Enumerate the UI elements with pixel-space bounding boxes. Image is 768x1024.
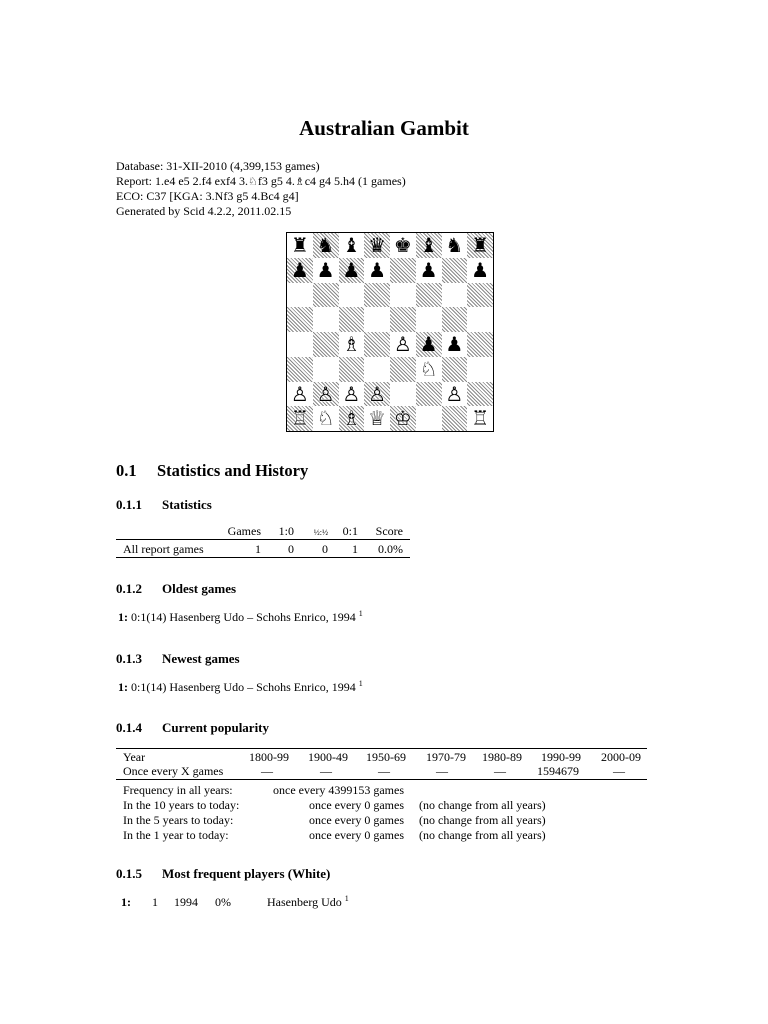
footnote-marker: 1 [358, 609, 363, 618]
subsection-title: Statistics [162, 497, 212, 512]
oldest-heading [116, 581, 236, 597]
once-cell: — [378, 764, 390, 778]
report-text-b: f3 g5 4. [257, 174, 295, 188]
subsection-number: 0.1.2 [116, 581, 142, 596]
white-rook-icon: ♖ [290, 406, 309, 431]
board-square [390, 307, 416, 332]
once-cell: 1594679 [537, 764, 579, 778]
popularity-heading [116, 720, 269, 736]
oldest-game [118, 610, 363, 625]
subsection-title: Current popularity [162, 720, 270, 735]
player-name: Hasenberg Udo $^1$ [267, 894, 349, 909]
freq-label: In the 5 years to today: [123, 813, 234, 827]
stat-score: 0.0% [378, 542, 403, 556]
board-square [416, 283, 442, 308]
board-square [364, 357, 390, 382]
stat-header-games: Games [227, 524, 261, 538]
report-text-a: Report: 1.e4 e5 2.f4 exf4 3. [116, 174, 248, 188]
section-heading [116, 461, 308, 481]
black-pawn-icon: ♟ [471, 257, 490, 282]
white-pawn-icon: ♙ [342, 381, 361, 406]
black-bishop-icon: ♝ [342, 233, 361, 257]
white-king-icon: ♔ [393, 406, 412, 431]
board-square [467, 283, 493, 308]
once-label: Once every X games [123, 764, 224, 778]
board-square [339, 357, 365, 382]
game-index: 1: [118, 610, 128, 624]
board-square [313, 283, 339, 308]
year-cell: 1980-89 [482, 750, 522, 764]
table-rule [116, 539, 410, 540]
white-bishop-icon: ♗ [342, 332, 361, 356]
freq-label: In the 1 year to today: [123, 828, 229, 842]
board-square [442, 406, 468, 431]
table-rule [116, 748, 647, 749]
board-square [390, 382, 416, 407]
once-cell: — [261, 764, 273, 778]
year-label: Year [123, 750, 146, 764]
board-square [467, 307, 493, 332]
report-text-c: c4 g4 5.h4 (1 games) [304, 174, 406, 188]
black-queen-icon: ♛ [368, 233, 387, 257]
white-pawn-icon: ♙ [445, 381, 464, 406]
freq-value: once every 0 games [309, 798, 404, 812]
board-square [313, 357, 339, 382]
report-line [116, 174, 406, 189]
year-cell: 1800-99 [249, 750, 289, 764]
game-index: 1: [118, 680, 128, 694]
black-king-icon: ♚ [393, 233, 412, 257]
bishop-icon: ♗ [294, 175, 305, 188]
black-pawn-icon: ♟ [419, 332, 438, 356]
board-square [442, 258, 468, 283]
board-square [364, 332, 390, 357]
board-square [390, 357, 416, 382]
freq-label: Frequency in all years: [123, 783, 233, 797]
players-heading [116, 866, 330, 882]
year-cell: 2000-09 [601, 750, 641, 764]
board-square [287, 357, 313, 382]
board-square [467, 382, 493, 407]
board-square [416, 406, 442, 431]
player-index: 1: [121, 895, 131, 909]
board-square [287, 283, 313, 308]
year-cell: 1900-49 [308, 750, 348, 764]
once-cell: — [436, 764, 448, 778]
section-number: 0.1 [116, 461, 137, 480]
black-pawn-icon: ♟ [342, 257, 361, 282]
player-count: 1 [152, 895, 158, 909]
freq-note: (no change from all years) [419, 798, 546, 812]
stat-header-black-win: 0:1 [342, 524, 358, 538]
white-rook-icon: ♖ [471, 406, 490, 431]
subsection-number: 0.1.1 [116, 497, 142, 512]
game-text: 0:1(14) Hasenberg Udo – Schohs Enrico, 1994 [131, 610, 356, 624]
board-square [339, 283, 365, 308]
knight-icon: ♘ [247, 175, 258, 188]
board-square [339, 307, 365, 332]
black-knight-icon: ♞ [316, 233, 335, 257]
board-square [364, 283, 390, 308]
table-rule [116, 779, 647, 780]
white-pawn-icon: ♙ [368, 381, 387, 406]
database-line: Database: 31-XII-2010 (4,399,153 games) [116, 159, 320, 173]
game-text: 0:1(14) Hasenberg Udo – Schohs Enrico, 1994 [131, 680, 356, 694]
subsection-number: 0.1.5 [116, 866, 142, 881]
board-square [313, 332, 339, 357]
newest-game [118, 680, 363, 695]
freq-value: once every 0 games [309, 813, 404, 827]
eco-line: ECO: C37 [KGA: 3.Nf3 g5 4.Bc4 g4] [116, 189, 299, 203]
black-rook-icon: ♜ [290, 233, 309, 257]
black-rook-icon: ♜ [471, 233, 490, 257]
footnote-marker: 1 [358, 679, 363, 688]
freq-note: (no change from all years) [419, 813, 546, 827]
section-title: Statistics and History [157, 461, 309, 480]
white-queen-icon: ♕ [368, 406, 387, 431]
white-knight-icon: ♘ [316, 406, 335, 431]
white-bishop-icon: ♗ [342, 406, 361, 431]
stat-black-win: 1 [352, 542, 358, 556]
once-cell: — [494, 764, 506, 778]
year-cell: 1950-69 [366, 750, 406, 764]
chess-board [286, 232, 494, 432]
stat-white-win: 0 [288, 542, 294, 556]
black-pawn-icon: ♟ [445, 332, 464, 356]
white-pawn-icon: ♙ [290, 381, 309, 406]
white-pawn-icon: ♙ [393, 332, 412, 356]
footnote-marker: 1 [344, 894, 349, 903]
stat-header-score: Score [375, 524, 403, 538]
board-square [467, 332, 493, 357]
board-square [442, 357, 468, 382]
freq-value: once every 4399153 games [273, 783, 404, 797]
board-square [442, 307, 468, 332]
board-square [390, 258, 416, 283]
generated-line: Generated by Scid 4.2.2, 2011.02.15 [116, 204, 292, 218]
freq-label: In the 10 years to today: [123, 798, 240, 812]
subsection-number: 0.1.4 [116, 720, 142, 735]
year-cell: 1990-99 [541, 750, 581, 764]
statistics-heading [116, 497, 212, 513]
subsection-title: Oldest games [162, 581, 237, 596]
board-square [313, 307, 339, 332]
white-knight-icon: ♘ [419, 356, 438, 381]
player-percent: 0% [215, 895, 231, 909]
black-pawn-icon: ♟ [368, 257, 387, 282]
once-cell: — [613, 764, 625, 778]
white-pawn-icon: ♙ [316, 381, 335, 406]
freq-value: once every 0 games [309, 828, 404, 842]
page-title: Australian Gambit [299, 116, 469, 140]
stat-row-label: All report games [123, 542, 204, 556]
stat-header-draw: ½:½ [313, 528, 328, 537]
board-square [467, 357, 493, 382]
black-pawn-icon: ♟ [290, 257, 309, 282]
black-bishop-icon: ♝ [419, 233, 438, 257]
black-pawn-icon: ♟ [419, 257, 438, 282]
board-square [287, 332, 313, 357]
board-square [287, 307, 313, 332]
newest-heading [116, 651, 240, 667]
once-cell: — [320, 764, 332, 778]
subsection-number: 0.1.3 [116, 651, 142, 666]
freq-note: (no change from all years) [419, 828, 546, 842]
subsection-title: Most frequent players (White) [162, 866, 331, 881]
table-rule [116, 557, 410, 558]
board-square [416, 382, 442, 407]
board-square [442, 283, 468, 308]
board-square [416, 307, 442, 332]
stat-draw: 0 [322, 542, 328, 556]
board-square [364, 307, 390, 332]
board-square [390, 283, 416, 308]
black-knight-icon: ♞ [445, 233, 464, 257]
subsection-title: Newest games [162, 651, 240, 666]
player-year: 1994 [174, 895, 198, 909]
black-pawn-icon: ♟ [316, 257, 335, 282]
stat-games: 1 [255, 542, 261, 556]
stat-header-white-win: 1:0 [278, 524, 294, 538]
year-cell: 1970-79 [426, 750, 466, 764]
